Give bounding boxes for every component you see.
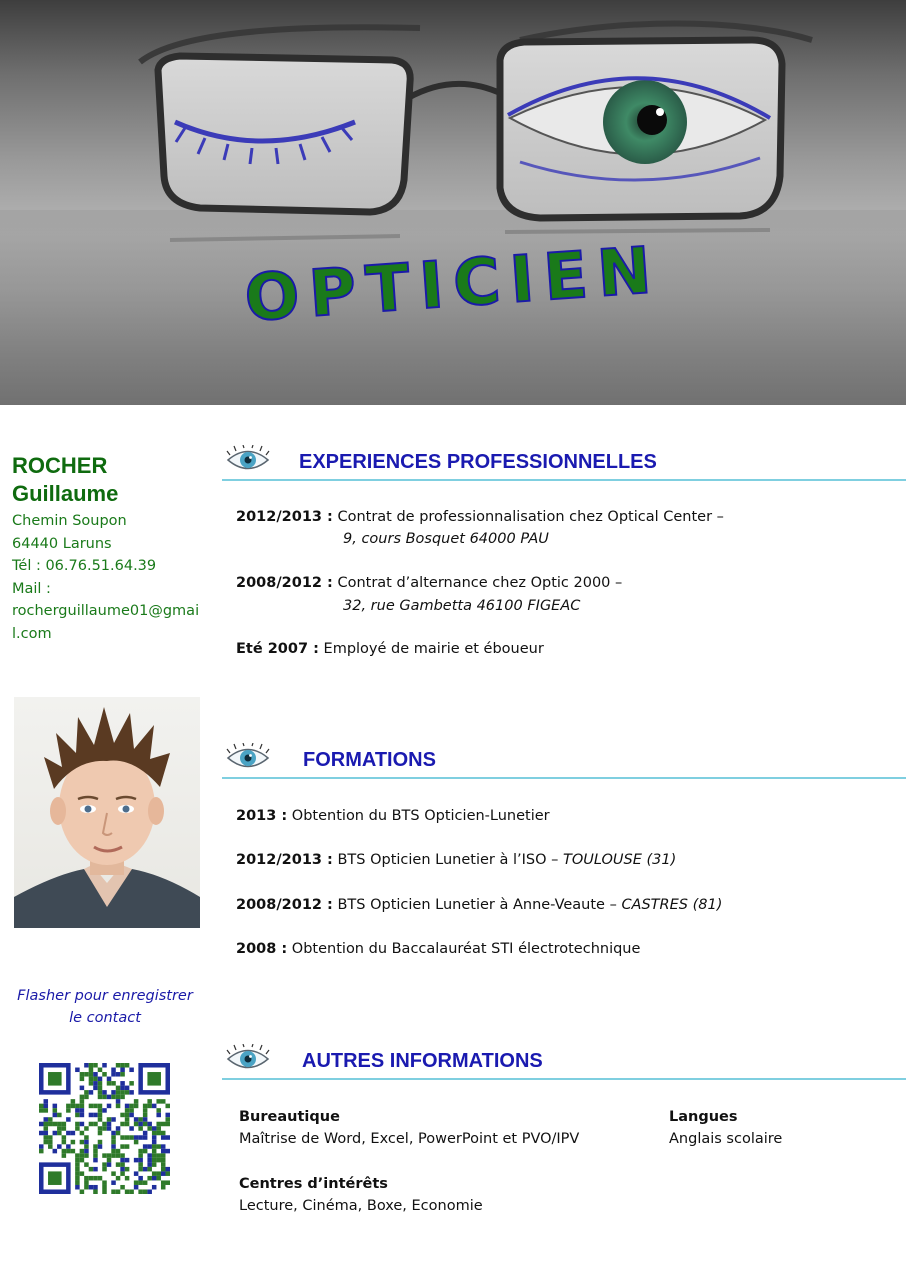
address-street: Chemin Soupon — [12, 513, 127, 529]
info-interets — [239, 1173, 483, 1217]
formation-period: 2008 : — [236, 941, 288, 957]
section-header-formations — [222, 743, 906, 779]
experience-period: 2012/2013 : — [236, 509, 333, 525]
header-banner — [0, 0, 906, 405]
formation-text: BTS Opticien Lunetier à Anne-Veaute – — [332, 897, 622, 913]
eye-icon — [226, 743, 270, 773]
experience-period: Eté 2007 : — [236, 641, 319, 657]
profile-photo — [14, 697, 200, 928]
experience-text: Contrat d’alternance chez Optic 2000 – — [332, 575, 623, 591]
experience-item — [236, 638, 544, 660]
mail-label: Mail : — [12, 580, 51, 597]
experience-item — [236, 506, 724, 528]
qr-code-icon[interactable] — [39, 1063, 170, 1194]
formation-period: 2008/2012 : — [236, 897, 333, 913]
experience-text: Contrat de professionnalisation chez Optical Center – — [332, 509, 724, 525]
section-title-autres: AUTRES INFORMATIONS — [302, 1050, 543, 1072]
section-header-autres — [222, 1044, 906, 1080]
section-title-formations: FORMATIONS — [303, 749, 436, 771]
formation-text: Obtention du BTS Opticien-Lunetier — [287, 808, 550, 824]
phone: Tél : 06.76.51.64.39 — [12, 558, 157, 574]
formation-item — [236, 894, 722, 916]
formation-place: CASTRES (81) — [621, 897, 723, 913]
formation-item — [236, 938, 640, 960]
info-label: Langues — [669, 1109, 738, 1125]
section-header-experiences — [222, 445, 906, 481]
experience-address: 32, rue Gambetta 46100 FIGEAC — [343, 598, 581, 614]
experience-period: 2008/2012 : — [236, 575, 333, 591]
experience-address: 9, cours Bosquet 64000 PAU — [343, 531, 549, 547]
formation-item — [236, 849, 676, 871]
email-link[interactable]: rocherguillaume01@gmail.com — [12, 603, 200, 642]
qr-caption-line-1: Flasher pour enregistrer — [17, 988, 193, 1004]
info-bureautique — [239, 1106, 579, 1150]
section-rule — [222, 479, 906, 481]
formation-item — [236, 805, 550, 827]
section-rule — [222, 1078, 906, 1080]
formation-text: Obtention du Baccalauréat STI électrotechnique — [287, 941, 641, 957]
info-value: Anglais scolaire — [669, 1131, 783, 1147]
section-rule — [222, 777, 906, 779]
formation-period: 2013 : — [236, 808, 288, 824]
banner-title: OPTICIEN — [242, 233, 664, 337]
qr-caption — [10, 985, 200, 1029]
contact-card — [12, 452, 207, 645]
formation-text: BTS Opticien Lunetier à l’ISO – — [332, 852, 563, 868]
last-name: ROCHER — [12, 453, 108, 478]
eye-icon — [226, 445, 270, 475]
info-langues — [669, 1106, 782, 1150]
section-title-experiences: EXPERIENCES PROFESSIONNELLES — [299, 451, 657, 473]
address-city: 64440 Laruns — [12, 535, 112, 552]
first-name: Guillaume — [12, 481, 119, 506]
qr-caption-line-2: le contact — [69, 1010, 141, 1026]
formation-place: TOULOUSE (31) — [562, 852, 677, 868]
info-label: Bureautique — [239, 1109, 340, 1125]
info-label: Centres d’intérêts — [239, 1176, 388, 1192]
experience-text: Employé de mairie et éboueur — [318, 641, 544, 657]
portrait-illustration — [14, 697, 200, 928]
eye-icon — [226, 1044, 270, 1074]
experience-item — [236, 572, 622, 594]
info-value: Maîtrise de Word, Excel, PowerPoint et PVO/IPV — [239, 1131, 580, 1147]
formation-period: 2012/2013 : — [236, 852, 333, 868]
info-value: Lecture, Cinéma, Boxe, Economie — [239, 1198, 483, 1214]
